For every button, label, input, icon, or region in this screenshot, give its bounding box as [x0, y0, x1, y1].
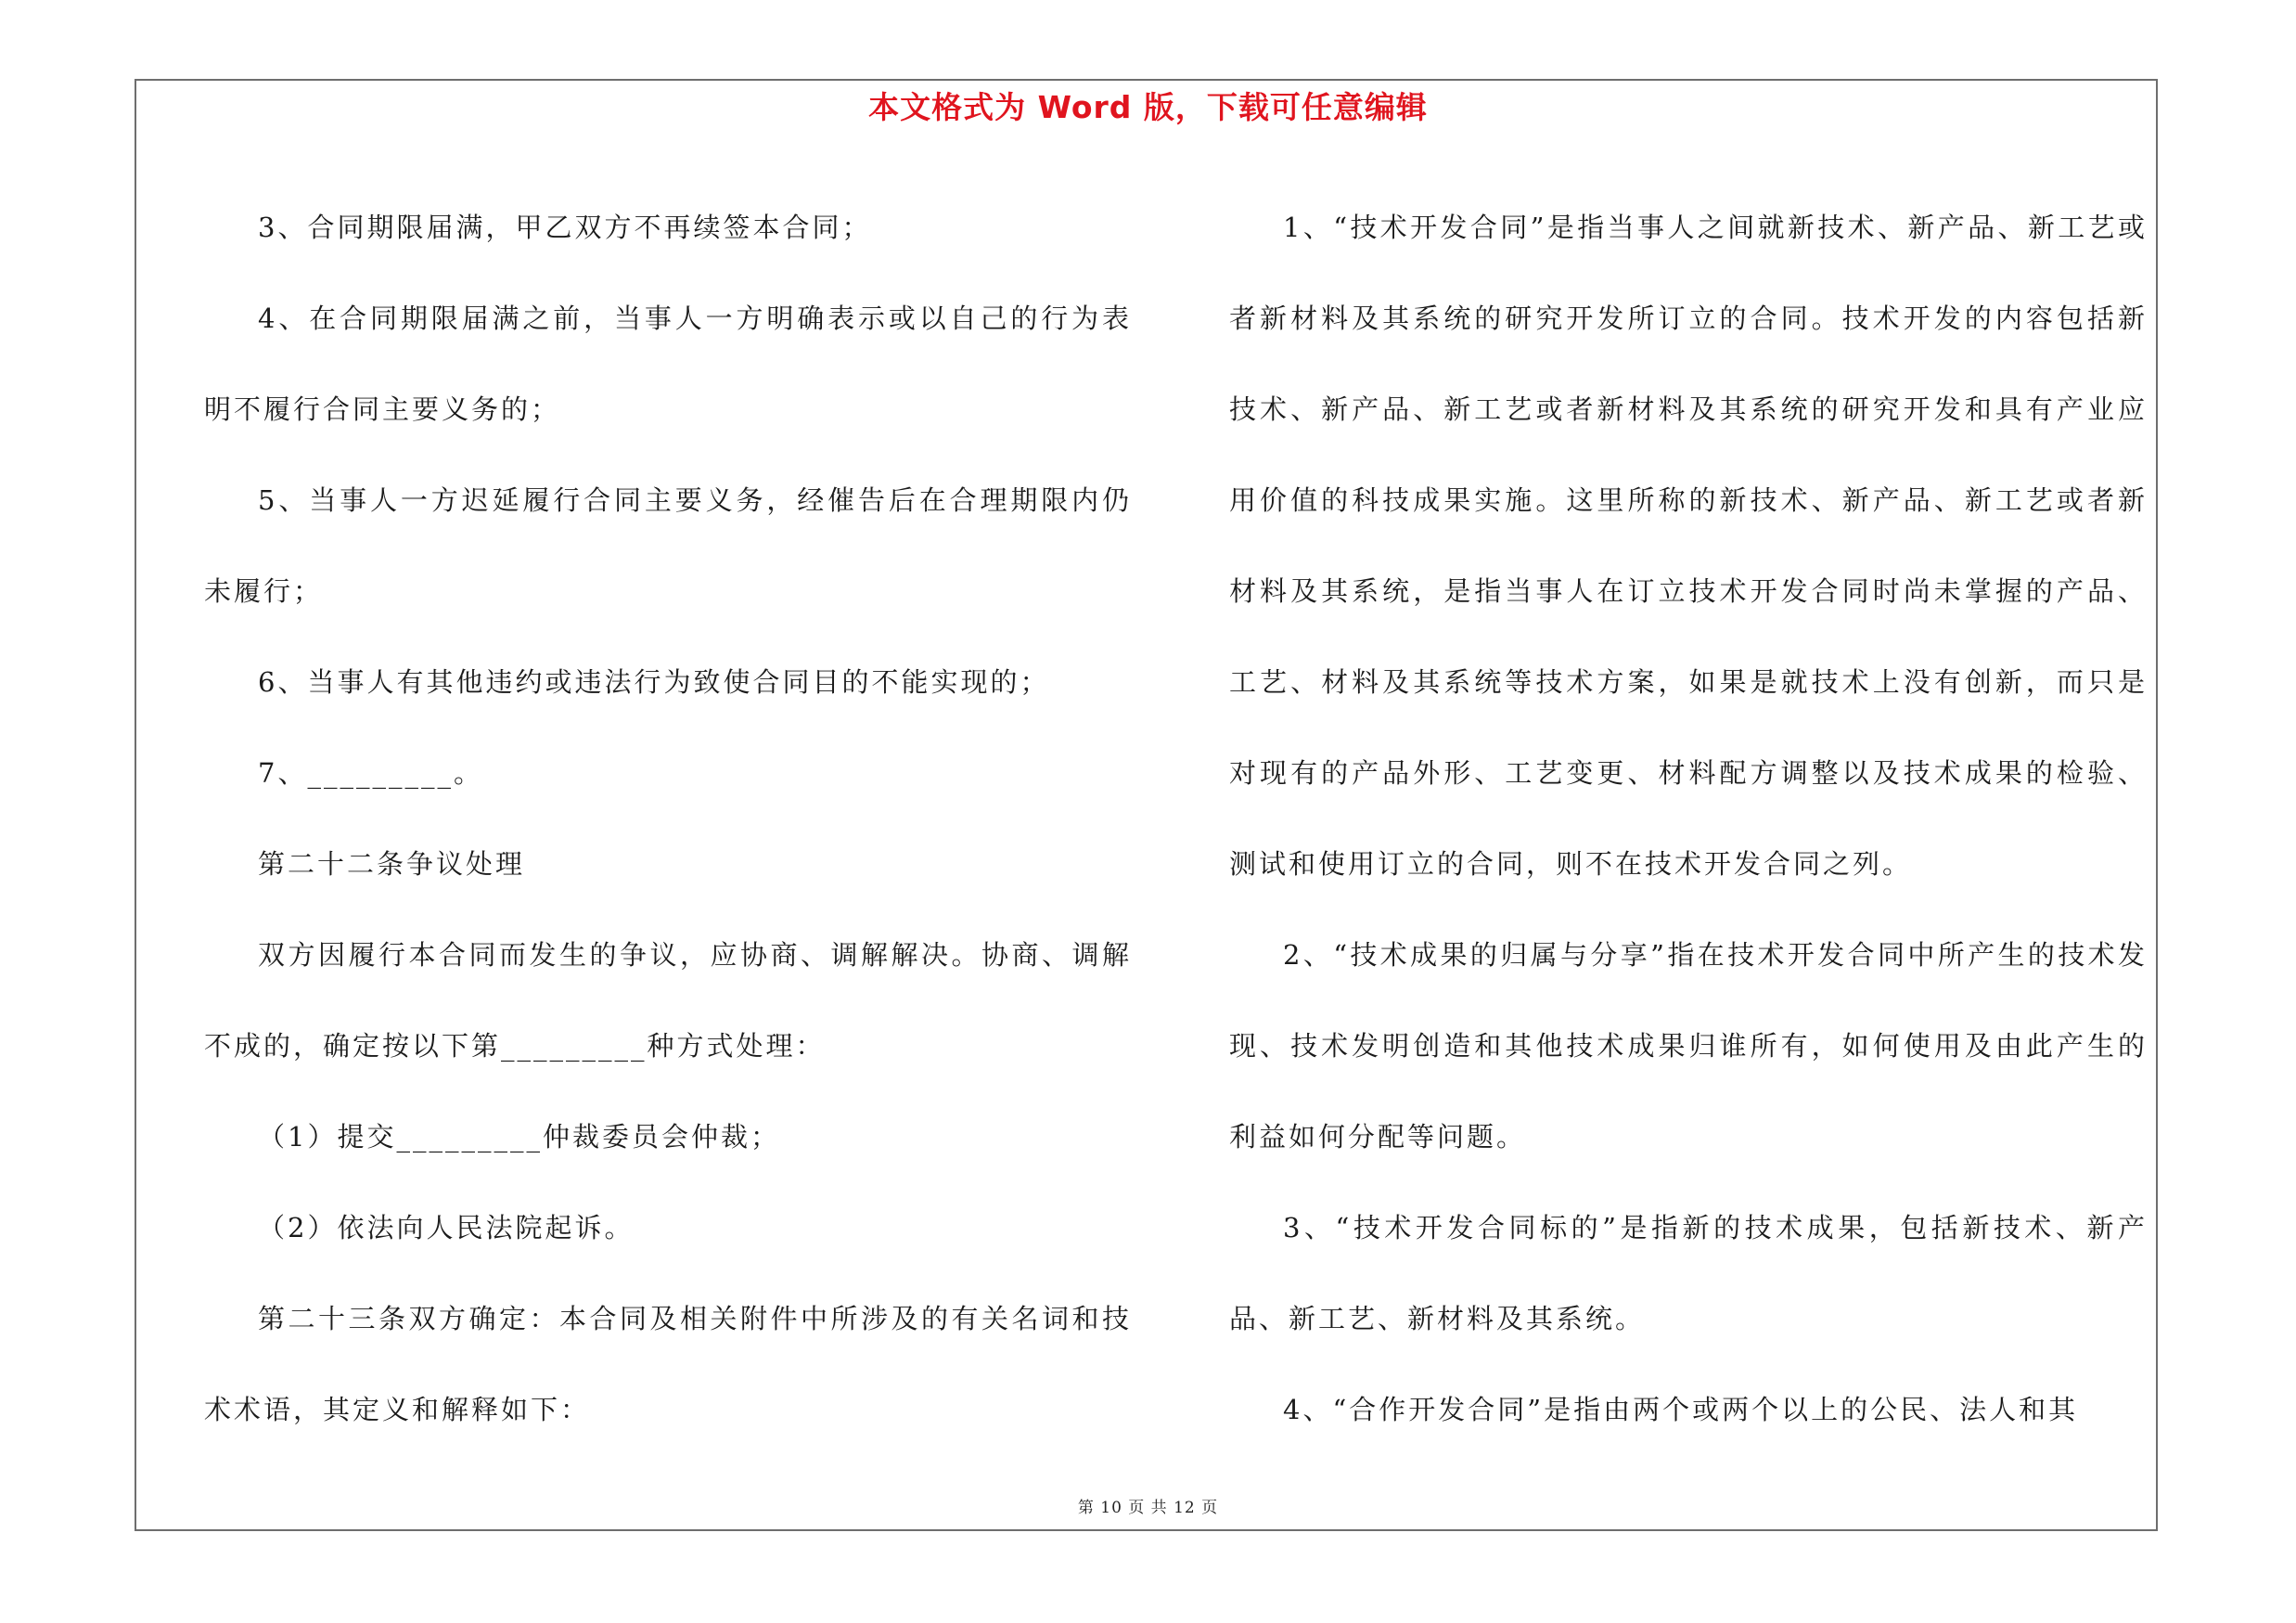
- paragraph: 4、在合同期限届满之前，当事人一方明确表示或以自己的行为表明不履行合同主要义务的；: [204, 303, 1132, 425]
- paragraph: （2）依法向人民法院起诉。: [258, 1212, 635, 1243]
- paragraph: 5、当事人一方迟延履行合同主要义务，经催告后在合理期限内仍未履行；: [204, 484, 1132, 607]
- section-heading: 第二十二条争议处理: [258, 848, 526, 880]
- right-column: [1229, 182, 2148, 1455]
- paragraph: 1、“技术开发合同”是指当事人之间就新技术、新产品、新工艺或者新材料及其系统的研究开发所订立的合同。技术开发的内容包括新技术、新产品、新工艺或者新材料及其系统的研究开发和具有产业应用价值的科技成果实施。这里所称的新技术、新产品、新工艺或者新材料及其系统，是指当事人在订立技术开发合同时尚未掌握的产品、工艺、材料及其系统等技术方案，如果是就技术上没有创新，而只是对现有的产品外形、工艺变更、材料配方调整以及技术成果的检验、测试和使用订立的合同，则不在技术开发合同之列。: [1229, 212, 2148, 880]
- paragraph: 2、“技术成果的归属与分享”指在技术开发合同中所产生的技术发现、技术发明创造和其他技术成果归谁所有，如何使用及由此产生的利益如何分配等问题。: [1229, 939, 2148, 1153]
- paragraph: 4、“合作开发合同”是指由两个或两个以上的公民、法人和其: [1283, 1394, 2079, 1425]
- paragraph: 3、“技术开发合同标的”是指新的技术成果，包括新技术、新产品、新工艺、新材料及其系统。: [1229, 1212, 2148, 1334]
- paragraph: 3、合同期限届满，甲乙双方不再续签本合同；: [258, 212, 872, 243]
- left-column: [204, 182, 1132, 1455]
- paragraph: （1）提交_________仲裁委员会仲裁；: [258, 1121, 780, 1153]
- paragraph: 7、_________。: [258, 757, 483, 789]
- paragraph: 第二十三条双方确定：本合同及相关附件中所涉及的有关名词和技术术语，其定义和解释如下：: [204, 1303, 1132, 1425]
- paragraph: 双方因履行本合同而发生的争议，应协商、调解解决。协商、调解不成的，确定按以下第_________种方式处理：: [204, 939, 1132, 1062]
- paragraph: 6、当事人有其他违约或违法行为致使合同目的不能实现的；: [258, 666, 1050, 698]
- page-number-footer: 第 10 页 共 12 页: [1077, 1499, 1219, 1517]
- word-format-banner: 本文格式为 Word 版，下载可任意编辑: [868, 89, 1428, 125]
